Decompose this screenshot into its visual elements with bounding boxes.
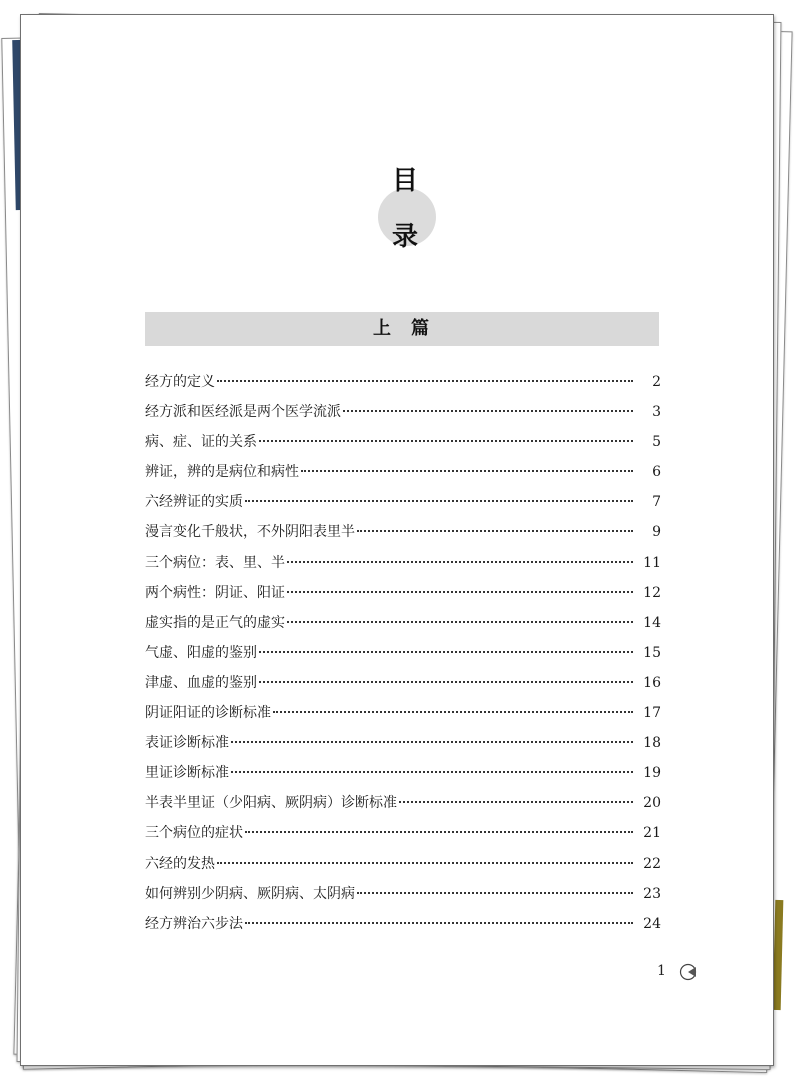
toc-entry-page: 17 (643, 705, 661, 722)
title-char-2: 录 (392, 222, 419, 252)
toc-entry-page: 16 (643, 674, 661, 691)
toc-dot-leader (287, 561, 633, 563)
section-heading (145, 312, 659, 346)
toc-entry-page: 2 (652, 374, 661, 390)
toc-entry-page: 6 (652, 464, 661, 481)
toc-entry-title: 虚实指的是正气的虚实 (145, 614, 285, 631)
toc-dot-leader (357, 530, 633, 532)
toc-entry-page: 7 (652, 494, 661, 511)
toc-entry[interactable] (145, 818, 661, 848)
toc-dot-leader (217, 862, 633, 864)
toc-entry-title: 气虚、阳虚的鉴别 (145, 644, 257, 661)
toc-entry-title: 津虚、血虚的鉴别 (145, 674, 257, 691)
toc-dot-leader (245, 922, 633, 924)
toc-dot-leader (259, 440, 633, 442)
toc-entry-title: 病、症、证的关系 (145, 434, 257, 451)
toc-dot-leader (259, 651, 633, 653)
toc-dot-leader (287, 591, 633, 593)
toc-entry[interactable] (145, 427, 661, 457)
toc-entry-title: 三个病位的症状 (145, 825, 243, 842)
title-char-1: 目 (392, 166, 419, 196)
toc-page (20, 14, 774, 1066)
toc-dot-leader (231, 741, 633, 743)
toc-entry[interactable] (145, 638, 661, 668)
toc-entry[interactable] (145, 608, 661, 638)
toc-entry-page: 19 (643, 765, 661, 782)
toc-entry[interactable] (145, 578, 661, 608)
toc-entry-title: 阴证阳证的诊断标准 (145, 705, 271, 722)
toc-dot-leader (259, 681, 633, 683)
toc-entry[interactable] (145, 668, 661, 698)
toc-dot-leader (357, 892, 633, 894)
toc-entry[interactable] (145, 728, 661, 758)
toc-entry-title: 经方派和医经派是两个医学流派 (145, 404, 341, 421)
toc-entry-page: 14 (643, 614, 661, 631)
toc-entry[interactable] (145, 367, 661, 397)
toc-entry-page: 21 (643, 825, 661, 842)
page-title (373, 160, 453, 270)
toc-entry-page: 22 (643, 855, 661, 872)
toc-entry-title: 辨证，辨的是病位和病性 (145, 464, 299, 481)
toc-entry-page: 23 (643, 885, 661, 902)
toc-dot-leader (217, 380, 633, 382)
toc-entry[interactable] (145, 517, 661, 547)
toc-entry-title: 经方的定义 (145, 374, 215, 390)
toc-dot-leader (301, 470, 633, 472)
toc-entry-title: 里证诊断标准 (145, 765, 229, 782)
section-heading-left: 上 (373, 318, 393, 339)
toc-dot-leader (245, 831, 633, 833)
toc-dot-leader (231, 771, 633, 773)
toc-entry-title: 两个病性：阴证、阳证 (145, 584, 285, 601)
toc-entry-title: 半表半里证（少阳病、厥阴病）诊断标准 (145, 795, 397, 812)
toc-entry[interactable] (145, 487, 661, 517)
toc-entry[interactable] (145, 457, 661, 487)
toc-entry[interactable] (145, 849, 661, 879)
page-number: 1 (657, 963, 666, 979)
toc-entry[interactable] (145, 397, 661, 427)
toc-entry-title: 表证诊断标准 (145, 735, 229, 752)
toc-entry-title: 六经的发热 (145, 855, 215, 872)
toc-entry-title: 如何辨别少阴病、厥阴病、太阴病 (145, 885, 355, 902)
section-heading-right: 篇 (411, 318, 431, 339)
toc-entry[interactable] (145, 879, 661, 909)
toc-entry-title: 三个病位：表、里、半 (145, 554, 285, 571)
toc-list (145, 367, 661, 939)
toc-entry-page: 12 (643, 584, 661, 601)
toc-entry-title: 六经辨证的实质 (145, 494, 243, 511)
toc-entry[interactable] (145, 788, 661, 818)
toc-entry[interactable] (145, 758, 661, 788)
toc-entry-page: 24 (643, 915, 661, 932)
toc-entry-page: 3 (652, 404, 661, 421)
toc-dot-leader (343, 410, 633, 412)
toc-entry-page: 9 (652, 524, 661, 541)
toc-entry-page: 18 (643, 735, 661, 752)
toc-entry-page: 5 (652, 434, 661, 451)
cover-edge (773, 900, 784, 1010)
toc-entry[interactable] (145, 548, 661, 578)
toc-entry-title: 经方辨治六步法 (145, 915, 243, 932)
toc-entry[interactable] (145, 698, 661, 728)
page-arrow-icon (679, 963, 697, 981)
toc-dot-leader (399, 801, 633, 803)
toc-entry[interactable] (145, 909, 661, 939)
toc-entry-page: 15 (643, 644, 661, 661)
toc-entry-page: 20 (643, 795, 661, 812)
toc-dot-leader (287, 621, 633, 623)
toc-entry-title: 漫言变化千般状，不外阴阳表里半 (145, 524, 355, 541)
toc-entry-page: 11 (643, 554, 661, 571)
toc-dot-leader (273, 711, 633, 713)
toc-dot-leader (245, 500, 633, 502)
